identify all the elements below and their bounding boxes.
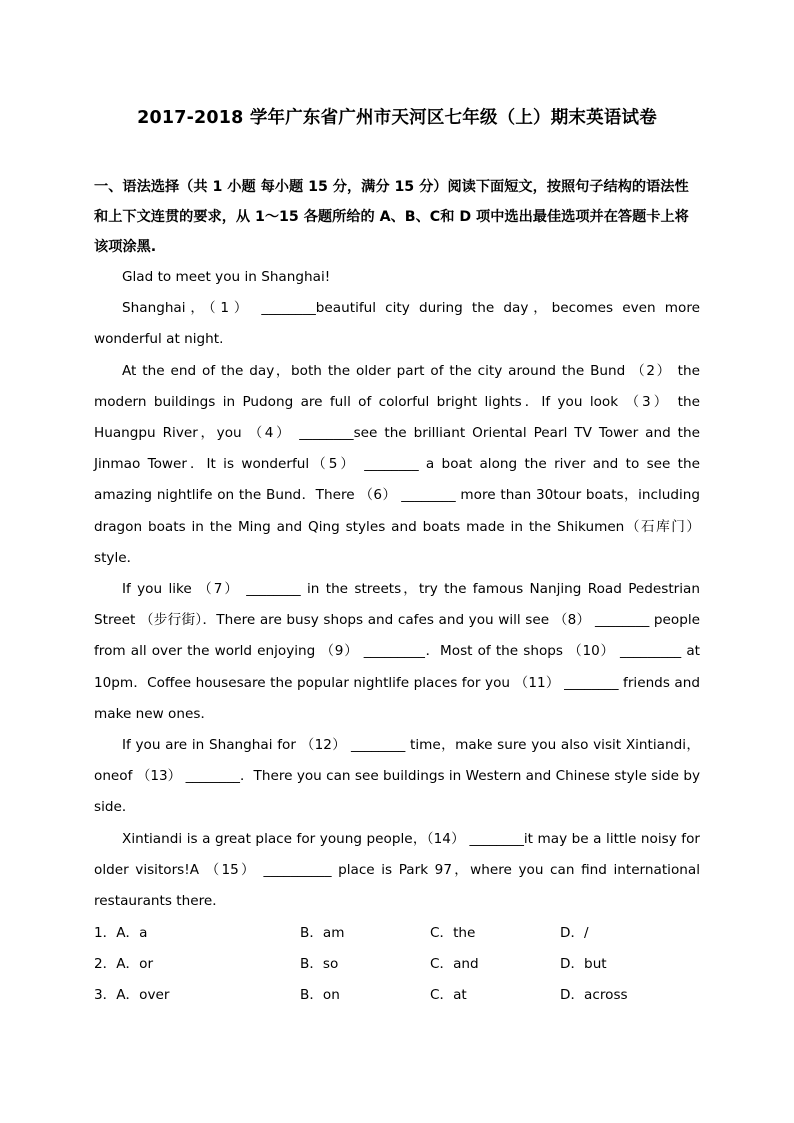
option-a: 2．A．or: [94, 956, 154, 972]
option-d: D．/: [560, 925, 589, 941]
page-title: 2017-2018 学年广东省广州市天河区七年级（上）期末英语试卷: [137, 108, 657, 128]
option-d: D．but: [560, 956, 607, 972]
passage-paragraph-2: At the end of the day，both the older part of the city around the Bund （2） the modern buildings in Pudong are full of colorful bright lights．If you look （3） the Huangpu River，you （4） ________see the brilliant Oriental Pearl TV Tower and the Jinmao Tower．It is wonderful（5） ________ a boat along the river and to see the amazing nightlife on the Bund．There （6） ________ more than 30tour boats，including dragon boats in the Ming and Qing styles and boats made in the Shikumen（石库门） style．: [94, 362, 700, 566]
option-c: C．at: [430, 987, 467, 1003]
passage-paragraph-3: If you like （7） ________ in the streets，try the famous Nanjing Road Pedestrian Street （步行街）．There are busy shops and cafes and you will see （8） ________ people from all over the world enjoying （9） _________．Most of the shops （10） _________ at 10pm．Coffee housesare the popular nightlife places for you （11） ________ friends and make new ones．: [94, 581, 700, 722]
answer-options: [94, 920, 700, 1013]
option-c: C．and: [430, 956, 479, 972]
option-b: B．so: [300, 956, 339, 972]
option-c: C．the: [430, 925, 476, 941]
passage-paragraph-5: Xintiandi is a great place for young people，（14） ________it may be a little noisy for older visitors!A （15） __________ place is Park 97，where you can find international restaurants there．: [94, 830, 700, 910]
option-a: 1．A．a: [94, 925, 148, 941]
option-a: 3．A．over: [94, 987, 170, 1003]
passage-paragraph-1: Shanghai，（1） ________beautiful city during the day，becomes even more wonderful at night.: [94, 300, 700, 348]
question-row: [94, 920, 700, 951]
option-d: D．across: [560, 987, 628, 1003]
passage-paragraph-4: If you are in Shanghai for （12） ________ time，make sure you also visit Xintiandi，oneof （13） ________．There you can see buildings in Western and Chinese style side by side．: [94, 737, 700, 816]
section-heading: 一、语法选择（共 1 小题 每小题 15 分，满分 15 分）阅读下面短文，按照句子结构的语法性和上下文连贯的要求，从 1～15 各题所给的 A、B、C和 D 项中选出最佳选项并在答题卡上将该项涂黑.: [94, 179, 689, 255]
option-b: B．on: [300, 987, 340, 1003]
passage: [94, 262, 700, 917]
question-row: [94, 982, 700, 1013]
option-b: B．am: [300, 925, 345, 941]
passage-paragraph-0: Glad to meet you in Shanghai!: [122, 269, 331, 285]
question-row: [94, 951, 700, 982]
